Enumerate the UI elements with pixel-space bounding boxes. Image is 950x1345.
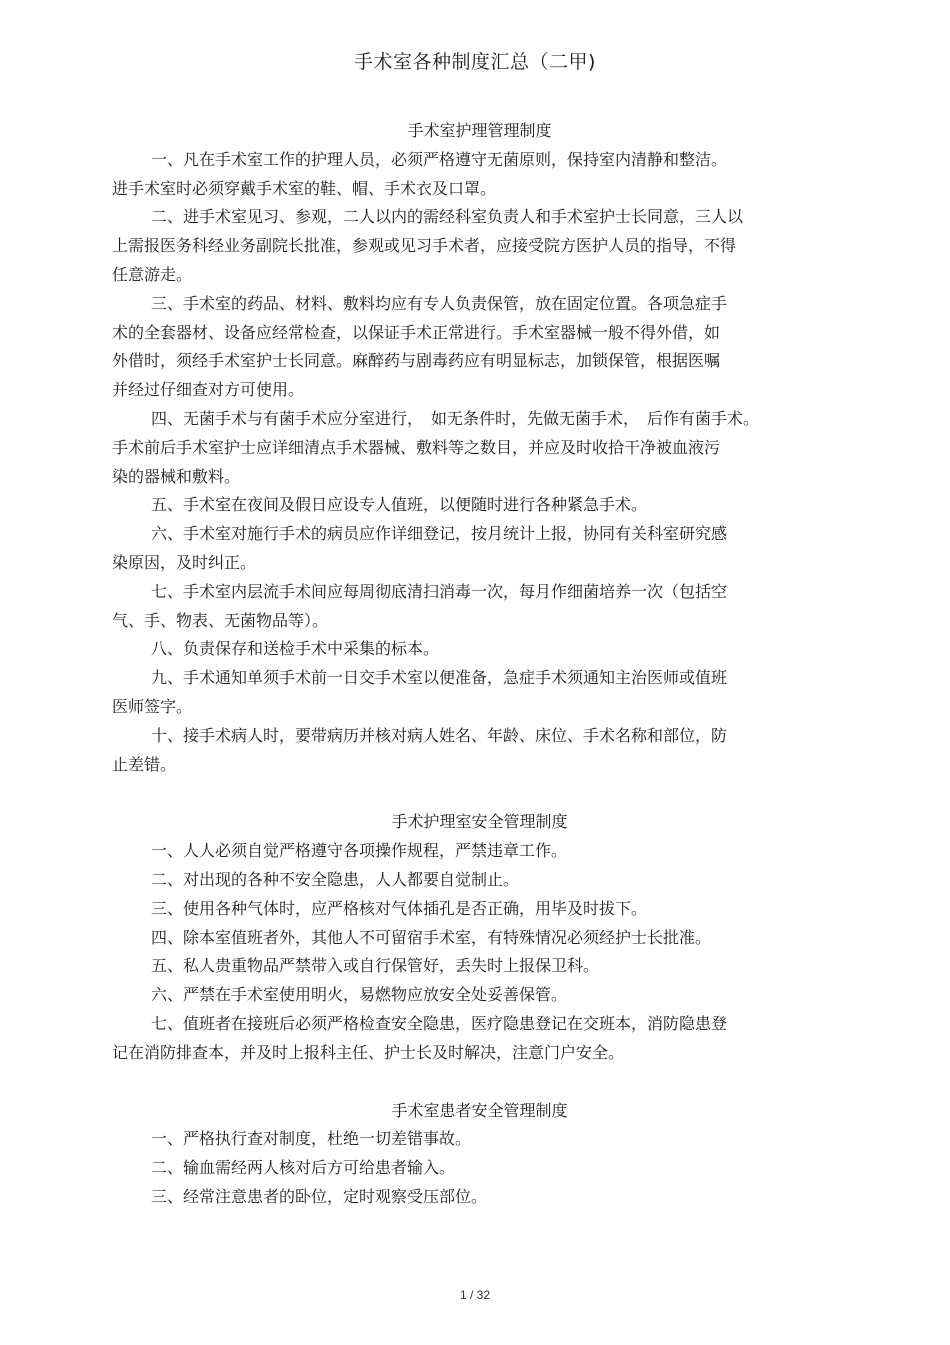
- rule-line: 二、对出现的各种不安全隐患，人人都要自觉制止。: [151, 869, 520, 889]
- rule-line: 四、除本室值班者外，其他人不可留宿手术室，有特殊情况必须经护士长批准。: [151, 927, 712, 947]
- section-title: 手术室患者安全管理制度: [391, 1100, 568, 1120]
- rule-item: [112, 837, 847, 866]
- rule-item: [112, 664, 847, 722]
- rule-line: 九、手术通知单须手术前一日交手术室以便准备，急症手术须通知主治医师或值班: [151, 668, 728, 688]
- rule-item: [112, 405, 847, 491]
- rule-item: [112, 866, 847, 895]
- rule-line: 二、输血需经两人核对后方可给患者输入。: [151, 1158, 456, 1178]
- rule-line: 染原因，及时纠正。: [112, 552, 257, 572]
- rule-item: [112, 146, 847, 204]
- document-title: 手术室各种制度汇总（二甲): [354, 51, 596, 73]
- rule-line: 六、手术室对施行手术的病员应作详细登记，按月统计上报，协同有关科室研究感: [151, 524, 728, 544]
- rule-line: 八、负责保存和送检手术中采集的标本。: [151, 639, 440, 659]
- rule-item: [112, 952, 847, 981]
- rule-line: 记在消防排查本，并及时上报科主任、护士长及时解决，注意门户安全。: [112, 1042, 625, 1062]
- rule-line: 七、值班者在接班后必须严格检查安全隐患，医疗隐患登记在交班本，消防隐患登: [151, 1013, 728, 1033]
- section-nursing-management: [112, 117, 847, 779]
- rule-line: 上需报医务科经业务副院长批准，参观或见习手术者，应接受院方医护人员的指导，不得: [112, 236, 737, 256]
- rule-item: [112, 981, 847, 1010]
- rule-item: [112, 722, 847, 780]
- rule-line: 一、严格执行查对制度，杜绝一切差错事故。: [151, 1129, 472, 1149]
- rule-item: [112, 1010, 847, 1068]
- rule-line: 五、手术室在夜间及假日应设专人值班，以便随时进行各种紧急手术。: [151, 495, 648, 515]
- page-indicator: 1 / 32: [459, 1288, 491, 1302]
- rule-line: 一、人人必须自觉严格遵守各项操作规程，严禁违章工作。: [151, 841, 568, 861]
- rule-line: 三、使用各种气体时，应严格核对气体插孔是否正确，用毕及时拔下。: [151, 898, 648, 918]
- rule-line: 三、手术室的药品、材料、敷料均应有专人负责保管，放在固定位置。各项急症手: [151, 293, 728, 313]
- rule-line: 二、进手术室见习、参观，二人以内的需经科室负责人和手术室护士长同意，三人以: [151, 207, 744, 227]
- rule-item: [112, 520, 847, 578]
- rule-item: [112, 895, 847, 924]
- rule-item: [112, 1154, 847, 1183]
- rule-line: 气、手、物表、无菌物品等）。: [112, 610, 329, 630]
- rule-line: 五、私人贵重物品严禁带入或自行保管好，丢失时上报保卫科。: [151, 956, 600, 976]
- rule-line: 外借时，须经手术室护士长同意。麻醉药与剧毒药应有明显标志，加锁保管，根据医嘱: [112, 351, 721, 371]
- rule-line: 六、严禁在手术室使用明火，易燃物应放安全处妥善保管。: [151, 985, 568, 1005]
- rule-item: [112, 1183, 847, 1212]
- rule-item: [112, 290, 847, 405]
- rule-item: [112, 635, 847, 664]
- rule-line: 七、手术室内层流手术间应每周彻底清扫消毒一次，每月作细菌培养一次（包括空: [151, 581, 728, 601]
- rule-line: 三、经常注意患者的卧位，定时观察受压部位。: [151, 1186, 488, 1206]
- rule-line: 并经过仔细查对方可使用。: [112, 380, 305, 400]
- rule-line: 手术前后手术室护士应详细清点手术器械、敷料等之数目，并应及时收拾干净被血液污: [112, 437, 721, 457]
- rule-item: [112, 203, 847, 289]
- rule-item: [112, 491, 847, 520]
- section-patient-safety: [112, 1097, 847, 1212]
- rule-line: 染的器械和敷料。: [112, 466, 241, 486]
- rule-line: 任意游走。: [112, 264, 193, 284]
- section-title: 手术护理室安全管理制度: [391, 812, 568, 832]
- rule-line: 一、凡在手术室工作的护理人员，必须严格遵守无菌原则，保持室内清静和整洁。: [151, 149, 728, 169]
- section-title: 手术室护理管理制度: [407, 121, 552, 140]
- rule-item: [112, 924, 847, 953]
- rule-line: 医师签字。: [112, 696, 193, 716]
- document-body: [112, 117, 847, 1212]
- rule-line: 止差错。: [112, 754, 177, 774]
- rule-line: 十、接手术病人时，要带病历并核对病人姓名、年龄、床位、手术名称和部位，防: [151, 725, 728, 745]
- rule-line: 术的全套器材、设备应经常检查，以保证手术正常进行。手术室器械一般不得外借，如: [112, 322, 721, 342]
- rule-line: 进手术室时必须穿戴手术室的鞋、帽、手术衣及口罩。: [112, 178, 497, 198]
- rule-line: 四、无菌手术与有菌手术应分室进行， 如无条件时，先做无菌手术， 后作有菌手术。: [151, 408, 760, 428]
- rule-item: [112, 1125, 847, 1154]
- section-safety-management: [112, 808, 847, 1067]
- rule-item: [112, 578, 847, 636]
